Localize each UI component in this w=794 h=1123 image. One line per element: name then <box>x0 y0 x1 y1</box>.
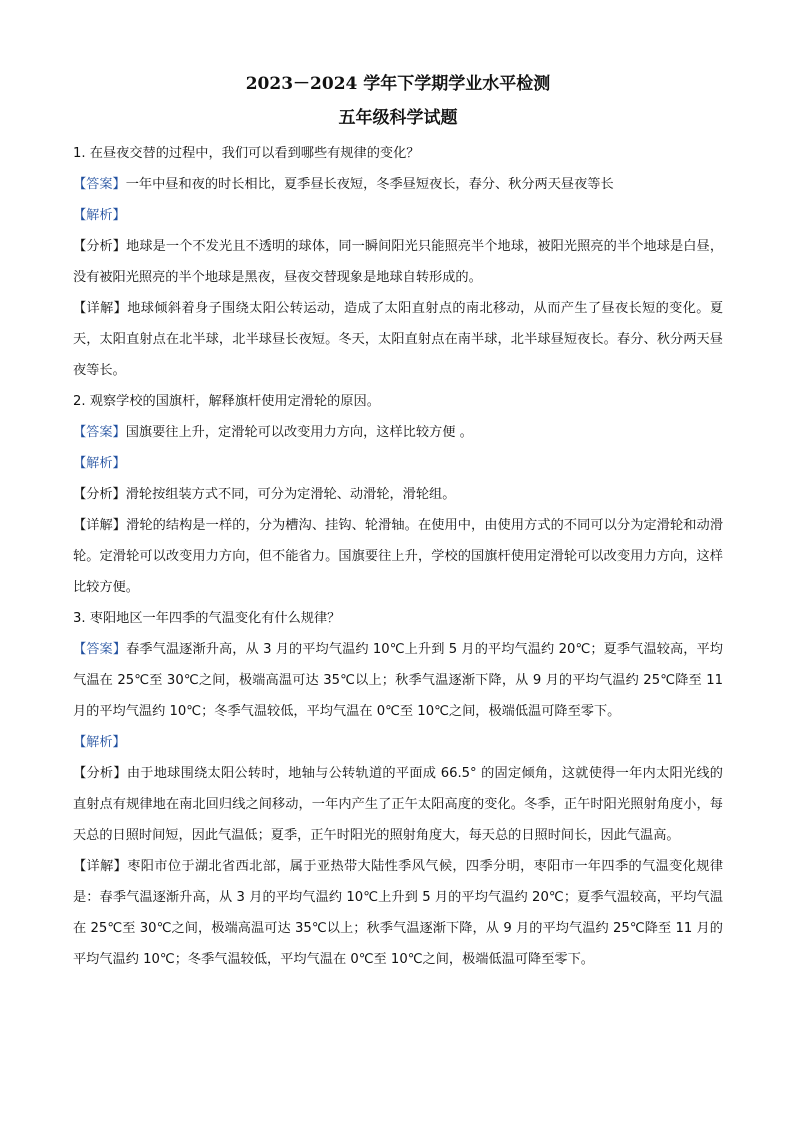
detail-tag: 【详解】 <box>73 518 127 533</box>
question-block-1 <box>73 138 723 386</box>
analysis-paragraph <box>73 758 723 851</box>
answer-text: 一年中昼和夜的时长相比，夏季昼长夜短，冬季昼短夜长，春分、秋分两天昼夜等长 <box>125 177 614 192</box>
detail-paragraph <box>73 510 723 603</box>
analysis-paragraph <box>73 479 723 510</box>
question-text: 3. 枣阳地区一年四季的气温变化有什么规律？ <box>73 611 341 626</box>
analysis-text: 由于地球围绕太阳公转时，地轴与公转轨道的平面成 66.5° 的固定倾角，这就使得一年内太阳光线的直射点有规律地在南北回归线之间移动，一年内产生了正午太阳高度的变化。冬季，正午时阳光照射角度小，每天总的日照时间短，因此气温低；夏季，正午时阳光的照射角度大，每天总的日照时间长，因此气温高。 <box>73 766 723 843</box>
explain-tag: 【解析】 <box>73 735 126 750</box>
question-text: 2. 观察学校的国旗杆，解释旗杆使用定滑轮的原因。 <box>73 394 380 409</box>
answer-text: 国旗要往上升，定滑轮可以改变用力方向，这样比较方便 。 <box>125 425 473 440</box>
analysis-text: 滑轮按组装方式不同，可分为定滑轮、动滑轮，滑轮组。 <box>125 487 456 502</box>
question-text: 1. 在昼夜交替的过程中，我们可以看到哪些有规律的变化？ <box>73 146 420 161</box>
document-page <box>73 70 723 975</box>
answer-paragraph <box>73 417 723 448</box>
detail-paragraph <box>73 293 723 386</box>
analysis-paragraph <box>73 231 723 293</box>
detail-text: 滑轮的结构是一样的，分为槽沟、挂钩、轮滑轴。在使用中，由使用方式的不同可以分为定滑轮和动滑轮。定滑轮可以改变用力方向，但不能省力。国旗要往上升，学校的国旗杆使用定滑轮可以改变用力方向，这样比较方便。 <box>73 518 724 595</box>
explain-tag: 【解析】 <box>73 208 126 223</box>
answer-paragraph <box>73 169 723 200</box>
question-block-2 <box>73 386 723 603</box>
analysis-tag: 【分析】 <box>73 487 126 502</box>
answer-text: 春季气温逐渐升高，从 3 月的平均气温约 10℃上升到 5 月的平均气温约 20℃；夏季气温较高，平均气温在 25℃至 30℃之间，极端高温可达 35℃以上；秋季气温逐渐下降，从 9 月的平均气温约 25℃降至 11 月的平均气温约 10℃；冬季气温较低，平均气温在 0℃至 10℃之间，极端低温可降至零下。 <box>73 642 723 719</box>
detail-paragraph <box>73 851 723 975</box>
analysis-text: 地球是一个不发光且不透明的球体，同一瞬间阳光只能照亮半个地球，被阳光照亮的半个地球是白昼，没有被阳光照亮的半个地球是黑夜，昼夜交替现象是地球自转形成的。 <box>73 239 724 285</box>
analysis-tag: 【分析】 <box>73 239 127 254</box>
answer-tag: 【答案】 <box>73 425 126 440</box>
document-subtitle: 五年级科学试题 <box>338 108 458 128</box>
explain-tag: 【解析】 <box>73 456 126 471</box>
analysis-tag: 【分析】 <box>73 766 127 781</box>
detail-tag: 【详解】 <box>73 301 128 316</box>
detail-text: 地球倾斜着身子围绕太阳公转运动，造成了太阳直射点的南北移动，从而产生了昼夜长短的变化。夏天，太阳直射点在北半球，北半球昼长夜短。冬天，太阳直射点在南半球，北半球昼短夜长。春分、秋分两天昼夜等长。 <box>73 301 724 378</box>
answer-paragraph <box>73 634 723 727</box>
detail-text: 枣阳市位于湖北省西北部，属于亚热带大陆性季风气候，四季分明，枣阳市一年四季的气温变化规律是：春季气温逐渐升高，从 3 月的平均气温约 10℃上升到 5 月的平均气温约 20℃；夏季气温较高，平均气温在 25℃至 30℃之间，极端高温可达 35℃以上；秋季气温逐渐下降，从 9 月的平均气温约 25℃降至 11 月的平均气温约 10℃；冬季气温较低，平均气温在 0℃至 10℃之间，极端低温可降至零下。 <box>73 859 724 967</box>
detail-tag: 【详解】 <box>73 859 128 874</box>
document-title: 2023－2024 学年下学期学业水平检测 <box>245 74 551 94</box>
question-block-3 <box>73 603 723 975</box>
answer-tag: 【答案】 <box>73 642 127 657</box>
answer-tag: 【答案】 <box>73 177 126 192</box>
